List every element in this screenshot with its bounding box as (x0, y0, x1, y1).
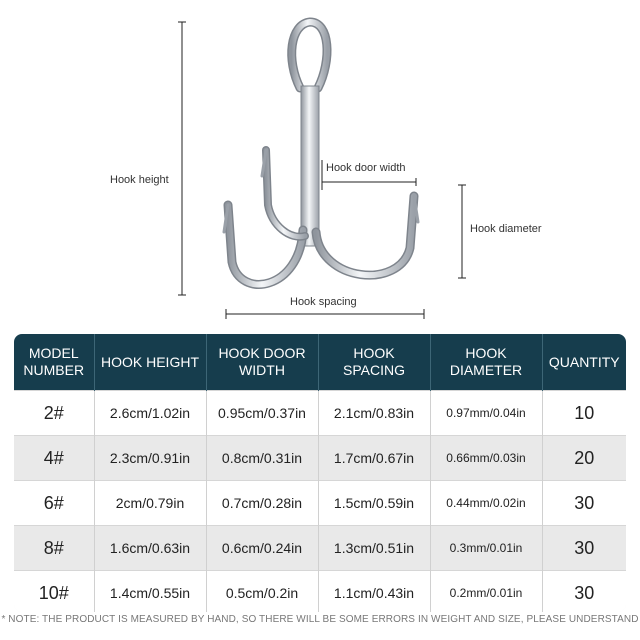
cell-model: 6# (14, 481, 94, 526)
header-model-number: MODEL NUMBER (14, 334, 94, 391)
hook-spacing-label: Hook spacing (290, 296, 357, 308)
cell-spacing: 2.1cm/0.83in (318, 391, 430, 436)
cell-diameter: 0.2mm/0.01in (430, 571, 542, 613)
hook-height-label: Hook height (110, 174, 169, 186)
cell-height: 2cm/0.79in (94, 481, 206, 526)
cell-door-width: 0.7cm/0.28in (206, 481, 318, 526)
hook-door-width-label: Hook door width (326, 162, 406, 174)
table-row (14, 436, 626, 481)
cell-height: 2.3cm/0.91in (94, 436, 206, 481)
header-quantity: QUANTITY (542, 334, 626, 391)
cell-diameter: 0.3mm/0.01in (430, 526, 542, 571)
hook-diameter-label: Hook diameter (470, 223, 542, 235)
cell-diameter: 0.97mm/0.04in (430, 391, 542, 436)
header-hook-diameter: HOOK DIAMETER (430, 334, 542, 391)
cell-spacing: 1.3cm/0.51in (318, 526, 430, 571)
cell-model: 8# (14, 526, 94, 571)
cell-height: 1.6cm/0.63in (94, 526, 206, 571)
diameter-measure-line (458, 185, 466, 278)
cell-quantity: 30 (542, 571, 626, 613)
disclaimer-note: * NOTE: THE PRODUCT IS MEASURED BY HAND, SO THERE WILL BE SOME ERRORS IN WEIGHT AND SIZE, PLEASE UNDERSTAND (1, 614, 639, 625)
cell-diameter: 0.44mm/0.02in (430, 481, 542, 526)
cell-model: 10# (14, 571, 94, 613)
cell-model: 4# (14, 436, 94, 481)
table-row (14, 526, 626, 571)
header-hook-spacing: HOOK SPACING (318, 334, 430, 391)
header-hook-door-width: HOOK DOOR WIDTH (206, 334, 318, 391)
table-row (14, 391, 626, 436)
cell-door-width: 0.6cm/0.24in (206, 526, 318, 571)
spec-table (14, 334, 626, 612)
cell-height: 1.4cm/0.55in (94, 571, 206, 613)
cell-quantity: 30 (542, 526, 626, 571)
spec-table-container (14, 334, 626, 612)
height-measure-line (178, 22, 186, 295)
cell-door-width: 0.8cm/0.31in (206, 436, 318, 481)
cell-door-width: 0.5cm/0.2in (206, 571, 318, 613)
cell-spacing: 1.5cm/0.59in (318, 481, 430, 526)
spacing-measure-line (226, 309, 424, 319)
cell-model: 2# (14, 391, 94, 436)
cell-door-width: 0.95cm/0.37in (206, 391, 318, 436)
cell-quantity: 10 (542, 391, 626, 436)
cell-quantity: 20 (542, 436, 626, 481)
table-row (14, 481, 626, 526)
cell-spacing: 1.1cm/0.43in (318, 571, 430, 613)
header-hook-height: HOOK HEIGHT (94, 334, 206, 391)
cell-spacing: 1.7cm/0.67in (318, 436, 430, 481)
cell-quantity: 30 (542, 481, 626, 526)
table-row (14, 571, 626, 613)
cell-height: 2.6cm/1.02in (94, 391, 206, 436)
hook-shape (224, 22, 418, 284)
cell-diameter: 0.66mm/0.03in (430, 436, 542, 481)
table-header-row (14, 334, 626, 391)
